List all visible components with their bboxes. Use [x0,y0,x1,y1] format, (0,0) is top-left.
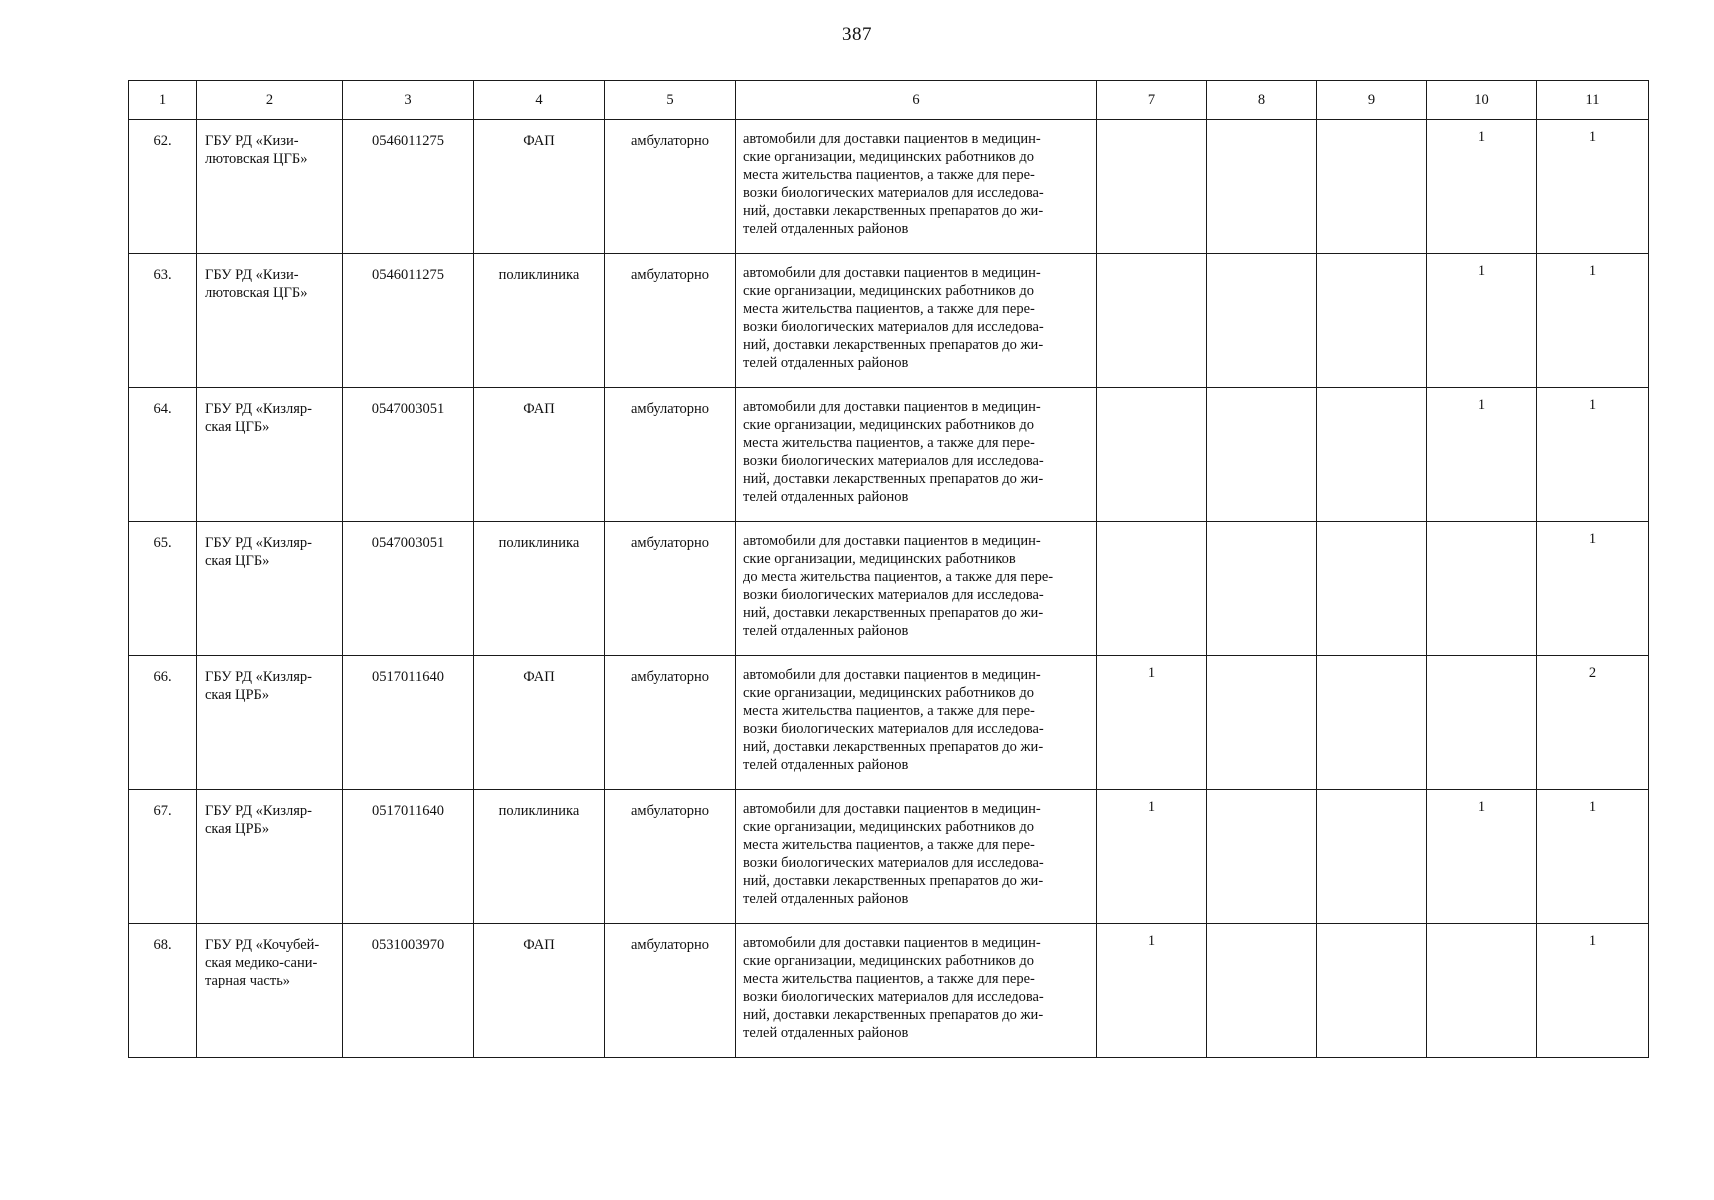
value-cell-col11: 1 [1537,388,1649,522]
value-cell-col11: 1 [1537,790,1649,924]
value-cell-col11: 1 [1537,254,1649,388]
care-mode-cell: амбулаторно [605,522,736,656]
column-header-9: 9 [1317,81,1427,120]
purpose-description-cell-line: телей отдаленных районов [743,355,909,371]
row-number-cell: 62. [129,120,197,254]
purpose-description-cell [736,120,1097,254]
value-cell-col9 [1317,388,1427,522]
column-header-8: 8 [1207,81,1317,120]
purpose-description-cell-line: телей отдаленных районов [743,623,909,639]
organization-cell-line: ГБУ РД «Кизляр- [205,535,312,551]
value-cell-col9 [1317,522,1427,656]
purpose-description-cell-line: возки биологических материалов для исследова- [743,319,1044,335]
value-cell-col11: 2 [1537,656,1649,790]
column-header-10: 10 [1427,81,1537,120]
purpose-description-cell-line: ские организации, медицинских работников до [743,417,1034,433]
purpose-description-cell-line: ские организации, медицинских работников до [743,283,1034,299]
table-header [129,81,1649,120]
row-number-cell: 66. [129,656,197,790]
purpose-description-cell-line: места жительства пациентов, а также для пере- [743,837,1035,853]
care-mode-cell: амбулаторно [605,656,736,790]
purpose-description-cell-line: места жительства пациентов, а также для пере- [743,435,1035,451]
purpose-description-cell-line: возки биологических материалов для исследова- [743,185,1044,201]
purpose-description-cell-line: возки биологических материалов для исследова- [743,587,1044,603]
unit-type-cell: ФАП [474,388,605,522]
organization-cell [197,388,343,522]
column-header-3: 3 [343,81,474,120]
purpose-description-cell-line: телей отдаленных районов [743,489,909,505]
value-cell-col7: 1 [1097,656,1207,790]
purpose-description-cell-line: возки биологических материалов для исследова- [743,855,1044,871]
organization-cell [197,790,343,924]
purpose-description-cell-line: автомобили для доставки пациентов в медицин- [743,399,1041,415]
table-row [129,388,1649,522]
purpose-description-cell-line: ний, доставки лекарственных препаратов до жи- [743,739,1044,755]
unit-type-cell: ФАП [474,924,605,1058]
value-cell-col9 [1317,254,1427,388]
value-cell-col9 [1317,790,1427,924]
value-cell-col11: 1 [1537,120,1649,254]
inn-cell: 0517011640 [343,790,474,924]
column-header-2: 2 [197,81,343,120]
value-cell-col8 [1207,656,1317,790]
purpose-description-cell-line: автомобили для доставки пациентов в медицин- [743,935,1041,951]
purpose-description-cell-line: до места жительства пациентов, а также для пере- [743,569,1054,585]
purpose-description-cell-line: автомобили для доставки пациентов в медицин- [743,265,1041,281]
purpose-description-cell-line: места жительства пациентов, а также для пере- [743,167,1035,183]
table-row [129,790,1649,924]
value-cell-col10 [1427,924,1537,1058]
page-number: 387 [842,24,872,45]
value-cell-col10: 1 [1427,388,1537,522]
purpose-description-cell-line: ний, доставки лекарственных препаратов до жи- [743,471,1044,487]
purpose-description-cell-line: телей отдаленных районов [743,757,909,773]
purpose-description-cell-line: места жительства пациентов, а также для пере- [743,971,1035,987]
purpose-description-cell-line: ские организации, медицинских работников до [743,149,1034,165]
column-header-6: 6 [736,81,1097,120]
purpose-description-cell-line: ний, доставки лекарственных препаратов до жи- [743,1007,1044,1023]
value-cell-col8 [1207,120,1317,254]
vehicle-allocation-table [128,80,1649,1058]
purpose-description-cell-line: возки биологических материалов для исследова- [743,989,1044,1005]
value-cell-col7 [1097,120,1207,254]
organization-cell-line: ская ЦГБ» [205,553,270,569]
value-cell-col8 [1207,388,1317,522]
purpose-description-cell-line: ские организации, медицинских работников [743,551,1016,567]
purpose-description-cell-line: автомобили для доставки пациентов в медицин- [743,667,1041,683]
table-row [129,656,1649,790]
inn-cell: 0546011275 [343,120,474,254]
purpose-description-cell-line: телей отдаленных районов [743,221,909,237]
value-cell-col9 [1317,924,1427,1058]
value-cell-col7 [1097,522,1207,656]
unit-type-cell: поликлиника [474,790,605,924]
column-header-7: 7 [1097,81,1207,120]
inn-cell: 0547003051 [343,522,474,656]
table-row [129,254,1649,388]
row-number-cell: 64. [129,388,197,522]
table-row [129,924,1649,1058]
purpose-description-cell [736,522,1097,656]
table-row [129,120,1649,254]
purpose-description-cell-line: ний, доставки лекарственных препаратов до жи- [743,203,1044,219]
column-header-11: 11 [1537,81,1649,120]
care-mode-cell: амбулаторно [605,924,736,1058]
purpose-description-cell-line: ний, доставки лекарственных препаратов до жи- [743,337,1044,353]
purpose-description-cell [736,388,1097,522]
column-header-4: 4 [474,81,605,120]
value-cell-col7 [1097,254,1207,388]
organization-cell-line: ГБУ РД «Кизляр- [205,669,312,685]
column-header-5: 5 [605,81,736,120]
care-mode-cell: амбулаторно [605,254,736,388]
value-cell-col10: 1 [1427,120,1537,254]
purpose-description-cell-line: телей отдаленных районов [743,891,909,907]
inn-cell: 0531003970 [343,924,474,1058]
purpose-description-cell [736,924,1097,1058]
unit-type-cell: поликлиника [474,254,605,388]
purpose-description-cell-line: телей отдаленных районов [743,1025,909,1041]
value-cell-col8 [1207,790,1317,924]
organization-cell-line: ская медико-сани- [205,955,318,971]
organization-cell-line: лютовская ЦГБ» [205,151,308,167]
inn-cell: 0517011640 [343,656,474,790]
purpose-description-cell-line: ские организации, медицинских работников до [743,953,1034,969]
value-cell-col7: 1 [1097,924,1207,1058]
purpose-description-cell-line: автомобили для доставки пациентов в медицин- [743,131,1041,147]
value-cell-col7: 1 [1097,790,1207,924]
organization-cell [197,656,343,790]
value-cell-col7 [1097,388,1207,522]
purpose-description-cell-line: автомобили для доставки пациентов в медицин- [743,801,1041,817]
header-row [129,81,1649,120]
row-number-cell: 68. [129,924,197,1058]
organization-cell-line: ская ЦРБ» [205,821,270,837]
purpose-description-cell-line: возки биологических материалов для исследова- [743,453,1044,469]
organization-cell [197,120,343,254]
care-mode-cell: амбулаторно [605,388,736,522]
unit-type-cell: поликлиника [474,522,605,656]
value-cell-col10: 1 [1427,790,1537,924]
unit-type-cell: ФАП [474,656,605,790]
value-cell-col10 [1427,522,1537,656]
care-mode-cell: амбулаторно [605,120,736,254]
value-cell-col8 [1207,522,1317,656]
purpose-description-cell-line: ские организации, медицинских работников до [743,819,1034,835]
organization-cell-line: ская ЦГБ» [205,419,270,435]
organization-cell-line: лютовская ЦГБ» [205,285,308,301]
organization-cell-line: ГБУ РД «Кизляр- [205,401,312,417]
row-number-cell: 65. [129,522,197,656]
value-cell-col9 [1317,656,1427,790]
purpose-description-cell-line: ний, доставки лекарственных препаратов до жи- [743,605,1044,621]
organization-cell [197,254,343,388]
purpose-description-cell [736,790,1097,924]
purpose-description-cell-line: места жительства пациентов, а также для пере- [743,301,1035,317]
organization-cell-line: ГБУ РД «Кочубей- [205,937,320,953]
column-header-1: 1 [129,81,197,120]
organization-cell-line: ГБУ РД «Кизляр- [205,803,312,819]
value-cell-col8 [1207,924,1317,1058]
unit-type-cell: ФАП [474,120,605,254]
organization-cell-line: тарная часть» [205,973,291,989]
value-cell-col10 [1427,656,1537,790]
care-mode-cell: амбулаторно [605,790,736,924]
purpose-description-cell-line: места жительства пациентов, а также для пере- [743,703,1035,719]
organization-cell-line: ская ЦРБ» [205,687,270,703]
value-cell-col9 [1317,120,1427,254]
purpose-description-cell-line: ний, доставки лекарственных препаратов до жи- [743,873,1044,889]
purpose-description-cell-line: автомобили для доставки пациентов в медицин- [743,533,1041,549]
organization-cell-line: ГБУ РД «Кизи- [205,133,299,149]
inn-cell: 0546011275 [343,254,474,388]
purpose-description-cell [736,656,1097,790]
row-number-cell: 63. [129,254,197,388]
inn-cell: 0547003051 [343,388,474,522]
organization-cell [197,924,343,1058]
value-cell-col8 [1207,254,1317,388]
purpose-description-cell-line: возки биологических материалов для исследова- [743,721,1044,737]
organization-cell-line: ГБУ РД «Кизи- [205,267,299,283]
purpose-description-cell-line: ские организации, медицинских работников до [743,685,1034,701]
value-cell-col11: 1 [1537,522,1649,656]
value-cell-col11: 1 [1537,924,1649,1058]
purpose-description-cell [736,254,1097,388]
organization-cell [197,522,343,656]
row-number-cell: 67. [129,790,197,924]
table-body [129,120,1649,1058]
table-row [129,522,1649,656]
value-cell-col10: 1 [1427,254,1537,388]
